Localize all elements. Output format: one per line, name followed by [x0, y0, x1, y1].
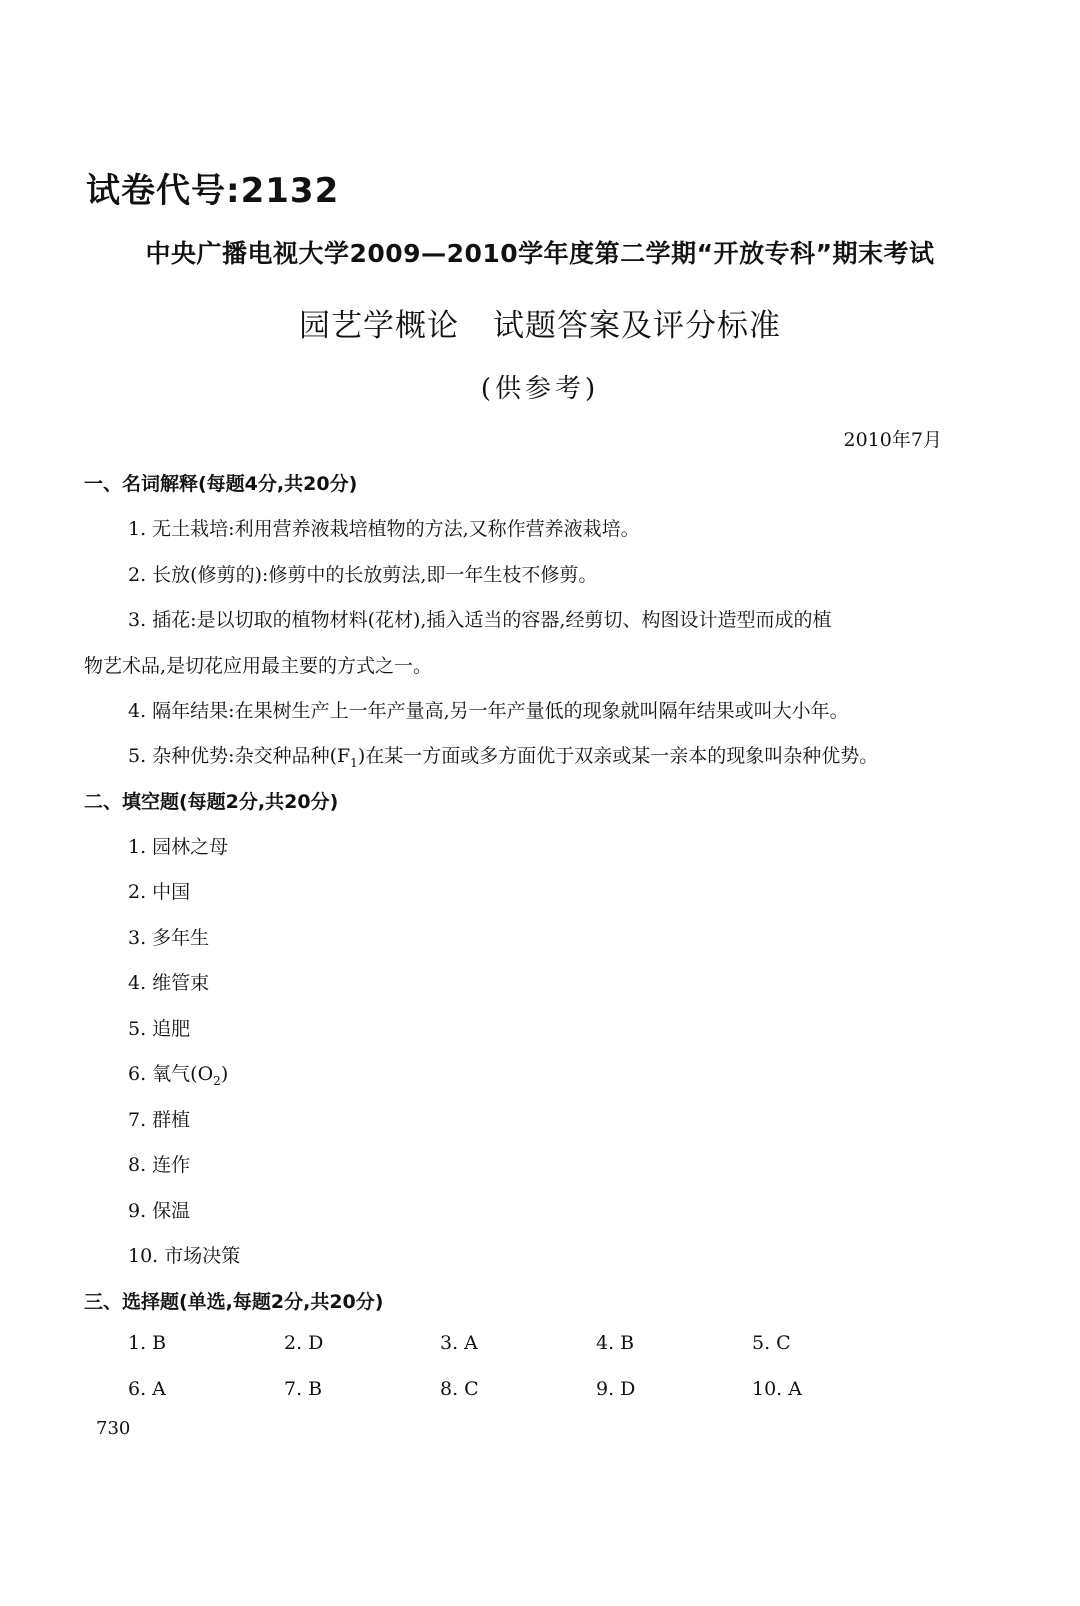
choice-answer-4: 4. B — [596, 1332, 635, 1354]
fill-answer-4: 4. 维管束 — [128, 972, 210, 994]
choice-answer-8: 8. C — [440, 1378, 479, 1400]
fill-answer-10: 10. 市场决策 — [128, 1245, 241, 1267]
fill-answer-6-text-end: ) — [220, 1063, 229, 1085]
fill-answer-1: 1. 园林之母 — [128, 836, 229, 858]
exam-code: 试卷代号:2132 — [86, 171, 340, 211]
term-item-5 — [128, 741, 878, 770]
fill-answer-7: 7. 群植 — [128, 1109, 191, 1131]
choice-answer-3: 3. A — [440, 1332, 478, 1354]
reference-note: (供参考) — [480, 374, 600, 404]
subject-name: 园艺学概论 — [299, 308, 459, 344]
choice-answer-2: 2. D — [284, 1332, 324, 1354]
fill-answer-2: 2. 中国 — [128, 881, 191, 903]
document-type: 试题答案及评分标准 — [493, 308, 781, 344]
subject-title — [0, 300, 1080, 345]
fill-answer-6 — [128, 1059, 228, 1088]
section-heading-terms: 一、名词解释(每题4分,共20分) — [84, 473, 358, 495]
term-item-3-line-2: 物艺术品,是切花应用最主要的方式之一。 — [84, 655, 433, 677]
term-item-3-line-1: 3. 插花:是以切取的植物材料(花材),插入适当的容器,经剪切、构图设计造型而成的植 — [128, 609, 832, 631]
fill-answer-6-text-start: 6. 氧气(O — [128, 1063, 214, 1085]
term-item-5-text-end: )在某一方面或多方面优于双亲或某一亲本的现象叫杂种优势。 — [357, 745, 879, 767]
term-item-1: 1. 无土栽培:利用营养液栽培植物的方法,又称作营养液栽培。 — [128, 518, 640, 540]
page-number: 730 — [96, 1418, 131, 1439]
term-item-5-subscript: 1 — [350, 755, 358, 770]
term-item-4: 4. 隔年结果:在果树生产上一年产量高,另一年产量低的现象就叫隔年结果或叫大小年。 — [128, 700, 849, 722]
fill-answer-3: 3. 多年生 — [128, 927, 210, 949]
fill-answer-9: 9. 保温 — [128, 1200, 191, 1222]
choice-answer-1: 1. B — [128, 1332, 167, 1354]
choice-answer-10: 10. A — [752, 1378, 802, 1400]
fill-answer-8: 8. 连作 — [128, 1154, 191, 1176]
term-item-2: 2. 长放(修剪的):修剪中的长放剪法,即一年生枝不修剪。 — [128, 564, 598, 586]
section-heading-multiple-choice: 三、选择题(单选,每题2分,共20分) — [84, 1291, 384, 1313]
term-item-5-text-start: 5. 杂种优势:杂交种品种(F — [128, 745, 351, 767]
section-heading-fill-blank: 二、填空题(每题2分,共20分) — [84, 791, 339, 813]
choice-answer-5: 5. C — [752, 1332, 791, 1354]
choice-answer-9: 9. D — [596, 1378, 636, 1400]
exam-title: 中央广播电视大学2009—2010学年度第二学期“开放专科”期末考试 — [145, 239, 935, 268]
exam-date: 2010年7月 — [843, 429, 942, 451]
choice-answer-7: 7. B — [284, 1378, 323, 1400]
fill-answer-6-subscript: 2 — [213, 1073, 221, 1088]
fill-answer-5: 5. 追肥 — [128, 1018, 191, 1040]
choice-answer-6: 6. A — [128, 1378, 166, 1400]
